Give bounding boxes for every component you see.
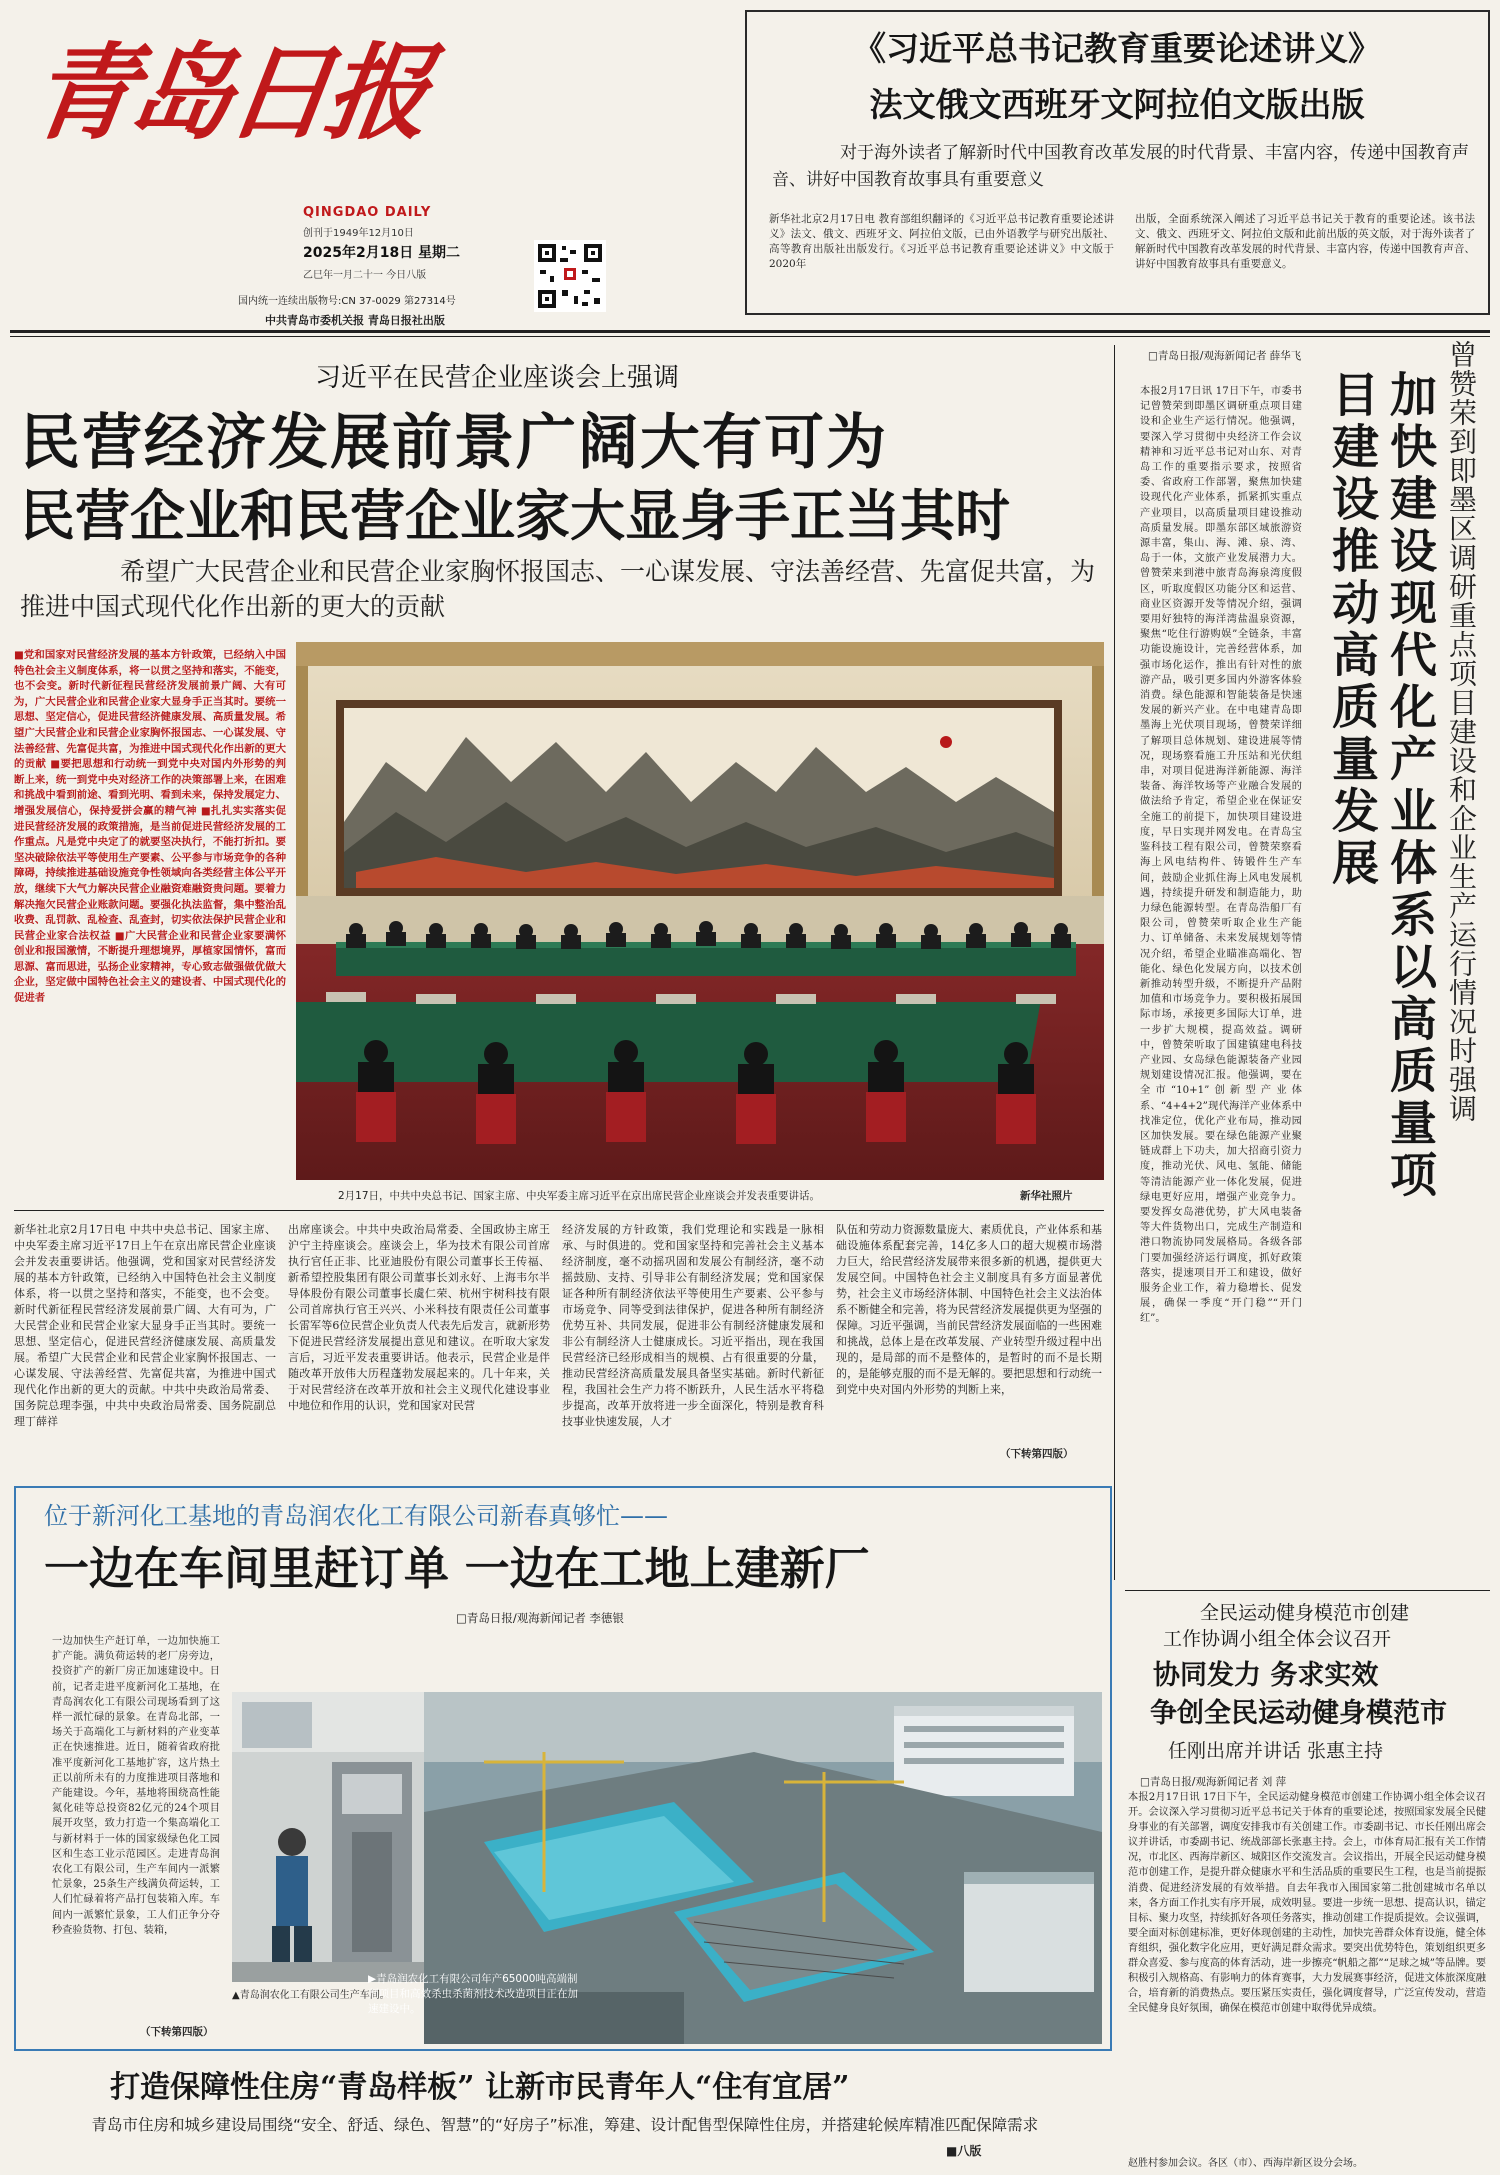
feature-photo1-caption: ▲青岛润农化工有限公司生产车间。 bbox=[232, 1990, 390, 2001]
feature-body: 一边加快生产赶订单，一边加快施工扩产能。满负荷运转的老厂房旁边，投资扩产的新厂房正加速建设中。日前，记者走进平度新河化工基地，在青岛润农化工有限公司现场看到了这样一派忙碌的景象。在青岛北部，一场关于高端化工与新材料的产业变革正在快速推进。近日，随着省政府批准平度新河化工基地扩容，这片热土正以前所未有的力度推进项目落地和产能建设。今年，基地将围绕高性能氮化硅等总投资82亿元的24个项目展开攻坚，致力打造一个集高端化工与新材料于一体的国家级绿色化工园区和生态工业示范园区。走进青岛润农化工有限公司，生产车间内一派繁忙景象，25条生产线满负荷运转，工人们忙碌着将产品打包装箱入库。车间内一派繁忙景象，工人们正争分夺秒查验货物、打包、装箱， bbox=[52, 1636, 220, 1936]
masthead-date: 2025年2月18日 星期二 bbox=[303, 245, 461, 261]
masthead-publisher: 中共青岛市委机关报 青岛日报社出版 bbox=[265, 314, 445, 327]
sports-body: 本报2月17日讯 17日下午，全民运动健身模范市创建工作协调小组全体会议召开。会议深入学习贯彻习近平总书记关于体育的重要论述，按照国家发展全民健身事业的有关部署，调度安排我市有关创建工作。市委副书记、市长任刚出席会议并讲话，市委副书记、统战部部长张惠主持。会上，市体育局汇报有关工作情况，市北区、西海岸新区、城阳区作交流发言。会议指出，开展全民运动健身模范市创建工作，是提升群众健康水平和生活品质的重要民生工程，也是当前提振消费、促进经济发展的有效举措。自去年我市入围国家第二批创建城市名单以来，各方面工作扎实有序开展，成效明显。要进一步统一思想、提高认识，锚定目标、聚力攻坚，持续抓好各项任务落实，推动创建工作提质提效。会议强调，要全面对标创建标准，更好体现创建的主动性，加快完善群众体育设施，健全体育组织，强化数字化应用，更好满足群众需求。要突出优势特色，策划组织更多群众喜爱、参与度高的体育活动，进一步擦亮“帆船之都”“足球之城”等品牌。要积极引入规格高、有影响力的体育赛事，大力发展赛事经济，促进文体旅深度融合，培育新的消费热点。要压紧压实责任，强化调度督导，广泛宣传发动，营造全民健身良好氛围，确保在模范市创建中取得优异成绩。 bbox=[1128, 1792, 1486, 2015]
feature-headline: 一边在车间里赶订单 一边在工地上建新厂 bbox=[44, 1542, 870, 1595]
lead-photo-caption: 2月17日，中共中央总书记、国家主席、中央军委主席习近平在京出席民营企业座谈会并发表重要讲话。 bbox=[338, 1190, 821, 1202]
sports-attendee: 赵胜村参加会议。各区（市）、西海岸新区设分会场。 bbox=[1128, 2158, 1363, 2169]
masthead-founded: 创刊于1949年12月10日 bbox=[303, 228, 414, 239]
top-story-body-right: 出版，全面系统深入阐述了习近平总书记关于教育的重要论述。该书法文、俄文、西班牙文、阿拉伯文版和此前出版的英文版，对于海外读者了解新时代中国教育改革发展的时代背景、丰富内容，传递中国教育声音、讲好中国教育故事具有重要意义。 bbox=[1135, 213, 1475, 270]
sports-kicker-line1: 全民运动健身模范市创建 bbox=[1200, 1602, 1410, 1624]
masthead-title: 青岛日报 bbox=[23, 31, 433, 154]
lead-body-col3: 经济发展的方针政策，我们党理论和实践是一脉相承、与时俱进的。党和国家坚持和完善社会主义基本经济制度，毫不动摇巩固和发展公有制经济，毫不动摇鼓励、支持、引导非公有制经济发展；党和国家保证各种所有制经济依法平等使用生产要素、公平参与市场竞争、同等受到法律保护，促进各种所有制经济优势互补、共同发展，促进非公有制经济健康发展和非公有制经济人士健康成长。习近平指出，现在我国民营经济已经形成相当的规模、占有很重要的分量，推动民营经济高质量发展具备坚实基础。新时代新征程，我国社会生产力将不断跃升，人民生活水平将稳步提高，改革开放将进一步全面深化，特别是教育科技事业快速发展，人才 bbox=[562, 1223, 824, 1428]
lead-body-col2: 出席座谈会。中共中央政治局常委、全国政协主席王沪宁主持座谈会。座谈会上，华为技术有限公司首席执行官任正非、比亚迪股份有限公司董事长王传福、新希望控股集团有限公司董事长刘永好、上海韦尔半导体股份有限公司董事长虞仁荣、杭州宇树科技有限公司首席执行官王兴兴、小米科技有限责任公司董事长雷军等6位民营企业负责人代表先后发言，就新形势下促进民营经济发展提出意见和建议。在听取大家发言后，习近平发表重要讲话。他表示，民营企业是伴随改革开放伟大历程蓬勃发展起来的。几十年来，关于对民营经济在改革开放和社会主义现代化建设事业中地位和作用的认识，党和国家对民营 bbox=[288, 1223, 550, 1412]
lead-body-col1: 新华社北京2月17日电 中共中央总书记、国家主席、中央军委主席习近平17日上午在京出席民营企业座谈会并发表重要讲话。他强调，党和国家对民营经济发展的基本方针政策，已经纳入中国特色社会主义制度体系，将一以贯之坚持和落实，不能变，也不会变。新时代新征程民营经济发展前景广阔、大有可为，广大民营企业和民营企业家大显身手正当其时。要统一思想、坚定信心，促进民营经济健康发展、高质量发展。希望广大民营企业和民营企业家胸怀报国志、一心谋发展、守法善经营、先富促共富，为推进中国式现代化作出新的更大的贡献。中共中央政治局常委、国务院总理李强，中共中央政治局常委、国务院副总理丁薛祥 bbox=[14, 1223, 276, 1428]
sports-subhead: 任刚出席并讲话 张惠主持 bbox=[1168, 1740, 1384, 1762]
lead-subhead: 希望广大民营企业和民营企业家胸怀报国志、一心谋发展、守法善经营、先富促共富，为推进中国式现代化作出新的更大的贡献 bbox=[20, 557, 1096, 621]
lead-body-rule bbox=[14, 1210, 1104, 1211]
side-byline: □青岛日报/观海新闻记者 薛华飞 bbox=[1148, 350, 1302, 362]
side-body: 本报2月17日讯 17日下午，市委书记曾赞荣到即墨区调研重点项目建设和企业生产运行情况。他强调，要深入学习贯彻中央经济工作会议精神和习近平总书记对山东、对青岛工作的重要指示要求，按照省委、省政府工作部署，聚焦加快建设现代化产业体系，抓紧抓实重点产业项目，以高质量项目建设推动高质量发展。即墨东部区域旅游资源丰富，集山、海、滩、泉、湾、岛于一体，文旅产业发展潜力大。曾赞荣来到港中旅青岛海泉湾度假区，听取度假区功能分区和运营、商业区资源开发等情况介绍，强调要用好独特的海洋湾盐温泉资源，聚焦“吃住行游购娱”全链条，丰富功能设施设计，完善经营体系，加强市场化运作，推出有针对性的旅游产品，吸引更多国内外游客体验消费。绿色能源和智能装备是快速发展的新兴产业。在中电建青岛即墨海上光伏项目现场，曾赞荣详细了解项目总体规划、建设进展等情况，现场察看施工升压站和光伏组串，对项目促进海洋新能源、海洋装备、海洋牧场等产业融合发展的做法给予肯定，希望企业在保证安全施工的前提下，加快项目建设进度，早日实现并网发电。在青岛宝鉴科技工程有限公司，曾赞荣察看海上风电结构件、铸锻件生产车间，鼓励企业抓住海上风电发展机遇，持续提升研发和制造能力，助力绿色能源转型。在青岛浩船厂有限公司，曾赞荣听取企业生产能力、订单储备、未来发展规划等情况介绍，希望企业瞄准高端化、智能化、绿色化发展方向，以技术创新推动转型升级，不断提升产品附加值和市场竞争力。要积极拓展国际市场，承接更多国际大订单，进一步扩大规模，提高效益。调研中，曾赞荣听取了国建镇建电科技产业园、女岛绿色能源装备产业园规划建设情况汇报。他强调，要在全市“10+1”创新型产业体系、“4+4+2”现代海洋产业体系中找准定位，优化产业布局，推动园区加快发展。要在绿色能源产业聚链成群上下功夫，加大招商引资力度，推动光伏、风电、氢能、储能等清洁能源产业一体化发展，促进绿电更好应用，增强产业竞争力。要发挥女岛港优势，扩大风电装备等大件货物出口，完成生产制造和港口物流协同发展格局。各级各部门要加强经济运行调度，抓好政策落实，提速项目开工和建设，做好服务企业工作，着力稳增长、促发展，确保一季度“开门稳”“开门红”。 bbox=[1140, 386, 1302, 1325]
bottom-subhead: 青岛市住房和城乡建设局围绕“安全、舒适、绿色、智慧”的“好房子”标准，筹建、设计配售型保障性住房，并搭建轮候库精准匹配保障需求 bbox=[91, 2116, 1039, 2134]
sports-top-rule bbox=[1125, 1590, 1490, 1591]
sports-headline-line1: 协同发力 务求实效 bbox=[1153, 1660, 1379, 1691]
masthead-rule bbox=[10, 330, 1490, 333]
lead-headline-line1: 民营经济发展前景广阔大有可为 bbox=[20, 408, 888, 478]
top-story-title-line1: 《习近平总书记教育重要论述讲义》 bbox=[853, 29, 1381, 68]
qr-code bbox=[534, 240, 606, 312]
top-story-subtitle: 对于海外读者了解新时代中国教育改革发展的时代背景、丰富内容，传递中国教育声音、讲好中国教育故事具有重要意义 bbox=[772, 143, 1469, 190]
lead-body-col4: 队伍和劳动力资源数量庞大、素质优良，产业体系和基础设施体系配套完善，14亿多人口的超大规模市场潜力巨大，给民营经济发展带来很多新的机遇，提供更大发展空间。中国特色社会主义制度具有多方面显著优势，社会主义市场经济体制、中国特色社会主义法治体系不断健全和完善，将为民营经济发展提供更为坚强的保障。习近平强调，当前民营经济发展面临的一些困难和挑战，总体上是在改革发展、产业转型升级过程中出现的，是局部的而不是整体的，是暂时的而不是长期的，是能够克服的而不是无解的。要把思想和行动统一到党中央对国内外形势的判断上来， bbox=[836, 1223, 1102, 1396]
feature-kicker: 位于新河化工基地的青岛润农化工有限公司新春真够忙—— bbox=[44, 1502, 668, 1530]
lead-continued[interactable]: （下转第四版） bbox=[1000, 1448, 1074, 1460]
bottom-headline: 打造保障性住房“青岛样板” 让新市民青年人“住有宜居” bbox=[110, 2070, 850, 2105]
masthead-lunar: 乙巳年一月二十一 今日八版 bbox=[303, 270, 427, 281]
lead-kicker: 习近平在民营企业座谈会上强调 bbox=[315, 363, 680, 393]
masthead-rule-thin bbox=[10, 336, 1490, 337]
masthead-title-en: QINGDAO DAILY bbox=[303, 205, 432, 220]
feature-photo1 bbox=[232, 1692, 424, 1982]
side-headline: 加快建设现代化产业体系以高质量项目建设推动高质量发展 bbox=[1324, 370, 1437, 1202]
sports-headline-line2: 争创全民运动健身模范市 bbox=[1150, 1698, 1447, 1729]
top-story-box bbox=[745, 10, 1490, 315]
masthead-issue: 国内统一连续出版物号:CN 37-0029 第27314号 bbox=[238, 296, 456, 307]
lead-photo-credit: 新华社照片 bbox=[1020, 1190, 1073, 1202]
lead-headline-line2: 民营企业和民营企业家大显身手正当其时 bbox=[20, 483, 1011, 548]
feature-byline: □青岛日报/观海新闻记者 李德银 bbox=[456, 1611, 624, 1625]
sports-kicker-line2: 工作协调小组全体会议召开 bbox=[1163, 1628, 1392, 1650]
lead-summary: ■党和国家对民营经济发展的基本方针政策，已经纳入中国特色社会主义制度体系，将一以贯之坚持和落实，不能变，也不会变。新时代新征程民营经济发展前景广阔、大有可为，广大民营企业和民营企业家大显身手正当其时。要统一思想、坚定信心，促进民营经济健康发展、高质量发展。希望广大民营企业和民营企业家胸怀报国志、一心谋发展、守法善经营、先富促共富，为推进中国式现代化作出新的更大的贡献 ■要把思想和行动统一到党中央对国内外形势的判断上来，统一到党中央对经济工作的决策部署上来，在困难和挑战中看到前途、看到光明、看到未来，保持发展定力、增强发展信心，保持爱拼会赢的精气神 ■扎扎实实落实促进民营经济发展的政策措施，是当前促进民营经济发展的工作重点。凡是党中央定了的就要坚决执行，不能打折扣。要坚决破除依法平等使用生产要素、公平参与市场竞争的各种障碍，持续推进基础设施竞争性领域向各类经营主体公平开放，继续下大气力解决民营企业融资难融资贵问题。要着力解决拖欠民营企业账款问题。要强化执法监督，集中整治乱收费、乱罚款、乱检查、乱查封，切实依法保护民营企业和民营企业家合法权益 ■广大民营企业和民营企业家要满怀创业和报国激情，不断提升理想境界，厚植家国情怀，富而思源、富而思进，弘扬企业家精神，专心致志做强做优做大企业，坚定做中国特色社会主义的建设者、中国式现代化的促进者 bbox=[14, 649, 286, 1005]
feature-box bbox=[14, 1486, 1112, 2051]
sports-byline: □青岛日报/观海新闻记者 刘 萍 bbox=[1140, 1776, 1287, 1788]
side-kicker: 曾赞荣到即墨区调研重点项目建设和企业生产运行情况时强调 bbox=[1445, 340, 1478, 1123]
top-story-body-left: 新华社北京2月17日电 教育部组织翻译的《习近平总书记教育重要论述讲义》法文、俄文、西班牙文、阿拉伯文版，已由外语教学与研究出版社、高等教育出版社出版发行。《习近平总书记教育重要论述讲义》中文版于2020年 bbox=[769, 213, 1114, 270]
feature-continued[interactable]: （下转第四版） bbox=[140, 2026, 214, 2038]
masthead-logo bbox=[23, 8, 452, 183]
lead-photo bbox=[296, 642, 1104, 1180]
bottom-page-ref[interactable]: ■八版 bbox=[946, 2144, 982, 2158]
top-story-title-line2: 法文俄文西班牙文阿拉伯文版出版 bbox=[869, 85, 1365, 124]
side-column-rule bbox=[1114, 345, 1115, 1580]
feature-photo2-caption: ▶青岛润农化工有限公司年产65000吨高端制剂项目和高效杀虫杀菌剂技术改造项目正在加速建设中。 bbox=[368, 1973, 578, 2015]
